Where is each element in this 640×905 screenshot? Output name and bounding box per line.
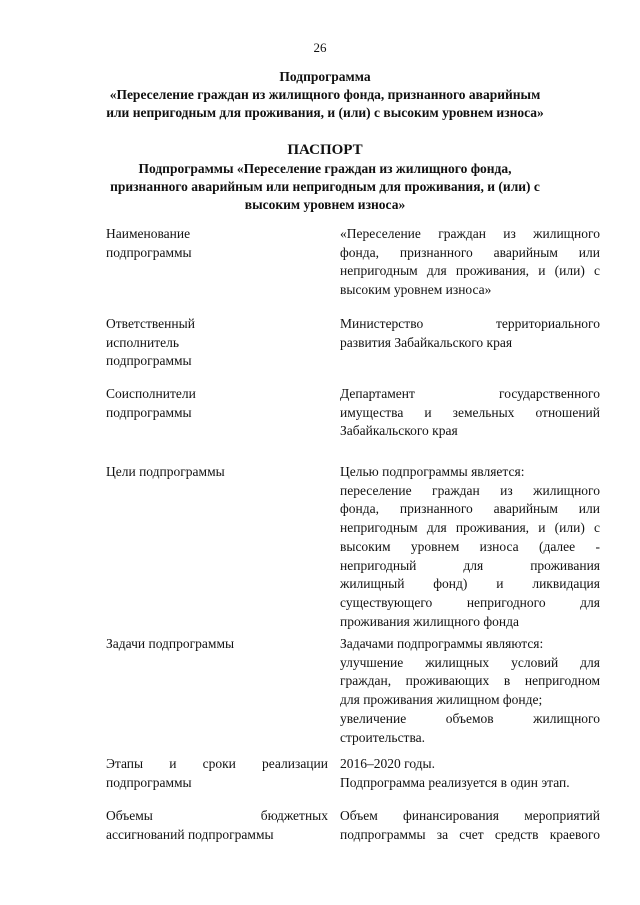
value-line: фонда, признанного аварийным или xyxy=(340,501,600,517)
label-line: подпрограммы xyxy=(106,244,192,260)
value-line: переселение граждан из жилищного xyxy=(340,482,600,498)
passport-row-budget xyxy=(106,807,600,844)
label-line: подпрограммы xyxy=(106,404,192,420)
value-line: высоким уровнем износа (далее - xyxy=(340,538,600,554)
passport-row-name xyxy=(106,225,600,315)
label-line: ассигнований подпрограммы xyxy=(106,826,274,842)
label-line: Объемы бюджетных xyxy=(106,808,328,823)
subprogram-subtitle-line: «Переселение граждан из жилищного фонда, признанного аварийным xyxy=(109,87,541,102)
value-line: увеличение объемов жилищного xyxy=(340,710,600,726)
row-label xyxy=(106,225,328,262)
value-line: высоким уровнем износа» xyxy=(340,282,492,298)
value-line: граждан, проживающих в непригодном xyxy=(340,673,600,689)
value-line: Подпрограмма реализуется в один этап. xyxy=(340,774,570,790)
row-label xyxy=(106,635,328,654)
passport-row-goals xyxy=(106,463,600,635)
row-label xyxy=(106,463,328,482)
value-line: подпрограммы за счет средств краевого xyxy=(340,826,600,842)
passport-subtitle-line: Подпрограммы «Переселение граждан из жилищного фонда, xyxy=(138,161,512,176)
value-line: непригодным для проживания, и (или) с xyxy=(340,263,600,279)
value-line: непригодным для проживания, и (или) с xyxy=(340,520,600,536)
value-line: Целью подпрограммы является: xyxy=(340,464,525,479)
passport-subtitle-line: признанного аварийным или непригодным для проживания, и (или) с xyxy=(110,179,540,194)
value-line: Министерство территориального xyxy=(340,316,600,331)
row-value xyxy=(340,463,600,631)
row-label xyxy=(106,315,328,371)
value-line: 2016–2020 годы. xyxy=(340,756,436,771)
passport-table xyxy=(106,225,600,844)
passport-subtitle-line: высоким уровнем износа» xyxy=(244,197,406,212)
label-line: подпрограммы xyxy=(106,774,192,790)
label-line: Цели подпрограммы xyxy=(106,464,225,479)
value-line: для проживания жилищном фонде; xyxy=(340,692,543,708)
value-line: Задачами подпрограммы являются: xyxy=(340,636,544,651)
row-value xyxy=(340,385,600,441)
value-line: проживания жилищного фонда xyxy=(340,613,519,629)
value-line: строительства. xyxy=(340,729,426,745)
page-number: 26 xyxy=(313,40,327,55)
value-line: Департамент государственного xyxy=(340,386,600,401)
value-line: Объем финансирования мероприятий xyxy=(340,808,600,823)
label-line: подпрограммы xyxy=(106,353,192,369)
label-line: исполнитель xyxy=(106,334,179,350)
row-value xyxy=(340,315,600,352)
passport-row-coexecutors xyxy=(106,385,600,463)
subprogram-subtitle-line: или непригодным для проживания, и (или) с высоким уровнем износа» xyxy=(106,105,544,120)
passport-row-tasks xyxy=(106,635,600,755)
passport-heading xyxy=(90,140,560,214)
value-line: Забайкальского края xyxy=(340,423,458,439)
value-line: «Переселение граждан из жилищного xyxy=(340,226,600,241)
label-line: Наименование xyxy=(106,226,191,241)
label-line: Этапы и сроки реализации xyxy=(106,756,328,771)
value-line: имущества и земельных отношений xyxy=(340,404,600,420)
value-line: фонда, признанного аварийным или xyxy=(340,244,600,260)
row-value xyxy=(340,755,600,792)
label-line: Ответственный xyxy=(106,316,195,331)
row-label xyxy=(106,755,328,792)
row-value xyxy=(340,807,600,844)
subprogram-heading xyxy=(90,68,560,122)
row-value xyxy=(340,635,600,747)
passport-row-stages xyxy=(106,755,600,807)
passport-row-responsible xyxy=(106,315,600,385)
passport-title: ПАСПОРТ xyxy=(287,142,363,158)
label-line: Задачи подпрограммы xyxy=(106,636,235,651)
row-value xyxy=(340,225,600,300)
value-line: непригодный для проживания xyxy=(340,557,600,573)
value-line: существующего непригодного для xyxy=(340,594,600,610)
row-label xyxy=(106,807,328,844)
value-line: жилищный фонд) и ликвидация xyxy=(340,576,600,592)
subprogram-title: Подпрограмма xyxy=(279,69,371,84)
value-line: развития Забайкальского края xyxy=(340,334,513,350)
row-label xyxy=(106,385,328,422)
label-line: Соисполнители xyxy=(106,386,196,401)
value-line: улучшение жилищных условий для xyxy=(340,654,600,670)
